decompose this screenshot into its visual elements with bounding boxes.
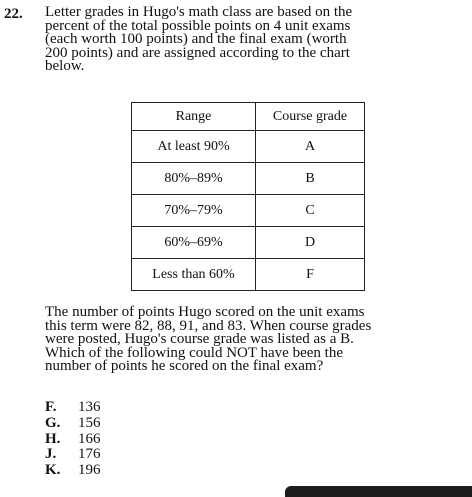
range-cell: 80%–89% — [132, 163, 256, 195]
question-line: number of points he scored on the final exam? — [45, 358, 324, 374]
question-line: Which of the following could NOT have been the — [45, 344, 343, 361]
answer-choice-j[interactable] — [45, 447, 101, 463]
table-header-row — [132, 103, 365, 131]
question-stem — [45, 306, 460, 374]
range-cell: Less than 60% — [132, 259, 256, 291]
grade-cell: B — [256, 163, 365, 195]
grade-cell: A — [256, 131, 365, 163]
table-row — [132, 195, 365, 227]
range-cell: At least 90% — [132, 131, 256, 163]
grade-table — [131, 102, 365, 291]
choice-value: 166 — [78, 430, 101, 447]
range-cell: 70%–79% — [132, 195, 256, 227]
table-row — [132, 227, 365, 259]
table-row — [132, 131, 365, 163]
question-line: were posted, Hugo's course grade was listed as a B. — [45, 331, 354, 347]
intro-line: Letter grades in Hugo's math class are based on the — [45, 4, 353, 20]
grade-cell: C — [256, 195, 365, 227]
grade-cell: D — [256, 227, 365, 259]
choice-letter: H. — [45, 430, 61, 447]
answer-choice-f[interactable] — [45, 400, 101, 416]
intro-line: (each worth 100 points) and the final exam (worth — [45, 31, 347, 47]
header-range: Range — [132, 103, 256, 131]
choice-value: 196 — [78, 462, 101, 479]
choice-letter: F. — [45, 399, 57, 415]
question-intro — [45, 6, 460, 74]
header-course-grade: Course grade — [256, 103, 365, 131]
answer-choice-g[interactable] — [45, 416, 101, 432]
question-line: this term were 82, 88, 91, and 83. When course grades — [45, 317, 372, 334]
table-row — [132, 259, 365, 291]
choice-value: 156 — [78, 414, 101, 431]
choice-letter: G. — [45, 414, 61, 431]
range-cell: 60%–69% — [132, 227, 256, 259]
answer-choice-h[interactable] — [45, 432, 101, 448]
question-line: The number of points Hugo scored on the unit exams — [45, 304, 365, 320]
choice-letter: K. — [45, 462, 61, 479]
grade-cell: F — [256, 259, 365, 291]
choice-letter: J. — [45, 446, 57, 463]
question-number: 22. — [4, 6, 23, 22]
choice-value: 136 — [78, 399, 101, 415]
intro-line: 200 points) and are assigned according to the chart — [45, 44, 350, 61]
answer-choices — [45, 400, 101, 479]
choice-value: 176 — [78, 446, 101, 463]
intro-line: percent of the total possible points on 4 unit exams — [45, 17, 351, 34]
table-row — [132, 163, 365, 195]
answer-choice-k[interactable] — [45, 463, 101, 479]
intro-line: below. — [45, 58, 85, 74]
bottom-edge-bar — [285, 486, 472, 497]
